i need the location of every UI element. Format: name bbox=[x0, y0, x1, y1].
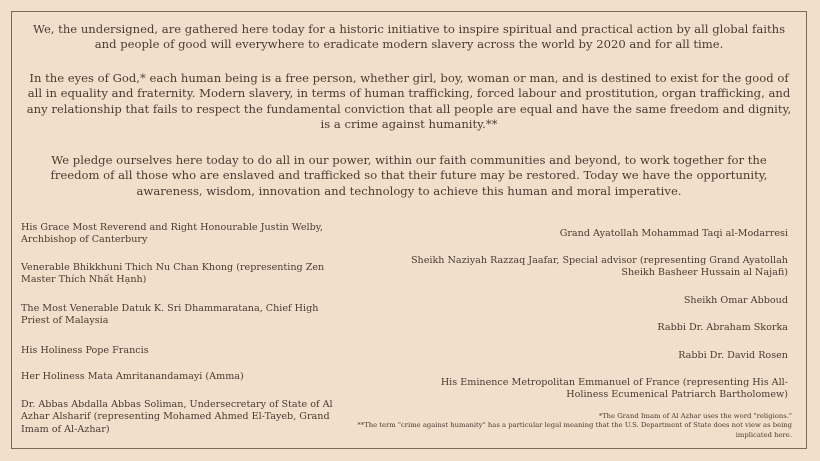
signatory-jaafar: Sheikh Naziyah Razzaq Jaafar, Special advisor (representing Grand Ayatollah Sheikh Basheer Hussain al Najafi) bbox=[410, 255, 788, 279]
signatory-soliman: Dr. Abbas Abdalla Abbas Soliman, Undersecretary of State of Al Azhar Alsharif (representing Mohamed Ahmed El-Tayeb, Grand Imam of Al-Azhar) bbox=[21, 399, 333, 435]
signatory-abboud: Sheikh Omar Abboud bbox=[683, 295, 788, 306]
signatory-emmanuel: His Eminence Metropolitan Emmanuel of France (representing His All-Holiness Ecumenical Patriarch Bartholomew) bbox=[440, 377, 788, 401]
document-frame bbox=[11, 11, 807, 449]
signatory-pope-francis: His Holiness Pope Francis bbox=[21, 345, 149, 356]
footnote-2: **The term "crime against humanity" has a particular legal meaning that the U.S. Department of State does not view as being implicated here. bbox=[357, 421, 792, 439]
footnote-1: *The Grand Imam of Al Azhar uses the word "religions." bbox=[598, 412, 792, 420]
signatory-skorka: Rabbi Dr. Abraham Skorka bbox=[657, 322, 788, 333]
signatory-al-modarresi: Grand Ayatollah Mohammad Taqi al-Modarresi bbox=[559, 228, 788, 239]
footnotes bbox=[322, 412, 792, 440]
signatory-dhammaratana: The Most Venerable Datuk K. Sri Dhammaratana, Chief High Priest of Malaysia bbox=[21, 303, 319, 327]
declaration-paragraph-2: In the eyes of God,* each human being is a free person, whether girl, boy, woman or man, and is destined to exist for the good of all in equality and fraternity. Modern slavery, in terms of human trafficking, forced labour and prostitution, organ trafficking, and any relationship that fails to respect the fundamental conviction that all people are equal and have the same freedom and dignity, is a crime against humanity.** bbox=[26, 71, 792, 132]
declaration-paragraph-3: We pledge ourselves here today to do all in our power, within our faith communities and beyond, to work together for the freedom of all those who are enslaved and trafficked so that their future may be restored. Today we have the opportunity, awareness, wisdom, innovation and technology to achieve this human and moral imperative. bbox=[50, 153, 768, 198]
signatory-amma: Her Holiness Mata Amritanandamayi (Amma) bbox=[21, 371, 244, 382]
signatory-chan-khong: Venerable Bhikkhuni Thich Nu Chan Khong (representing Zen Master Thích Nhất Hạnh) bbox=[21, 262, 325, 286]
signatory-rosen: Rabbi Dr. David Rosen bbox=[678, 350, 788, 361]
declaration-paragraph-1: We, the undersigned, are gathered here today for a historic initiative to inspire spiritual and practical action by all global faiths and people of good will everywhere to eradicate modern slavery across the world by 2020 and for all time. bbox=[32, 22, 786, 52]
signatory-welby: His Grace Most Reverend and Right Honourable Justin Welby, Archbishop of Canterbury bbox=[21, 222, 323, 246]
